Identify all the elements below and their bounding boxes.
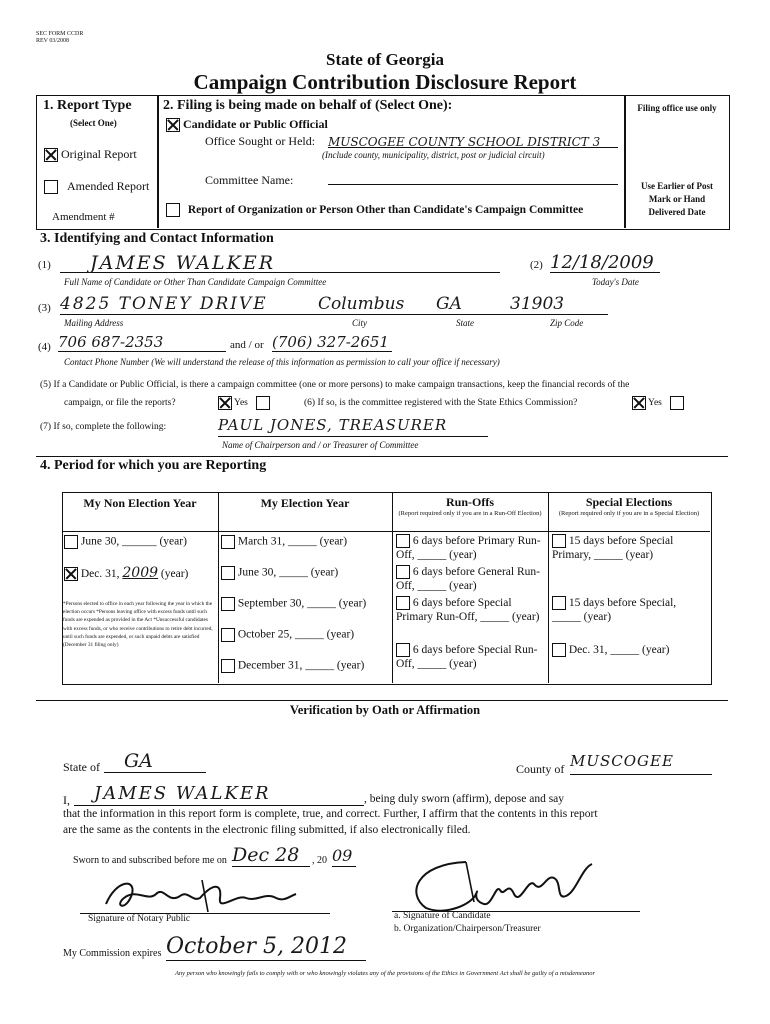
ro-4-label: 6 days before Special Run-Off, _____ (year) xyxy=(396,644,538,671)
signature-a-label: a. Signature of Candidate xyxy=(394,911,491,921)
zip-value: 31903 xyxy=(510,294,565,314)
state-title: State of Georgia xyxy=(325,50,445,69)
el-mar-label: March 31, _____ (year) xyxy=(237,535,348,548)
verification-text-1: that the information in this report form is complete, true, and correct. Further, I affirm that the contents in this report xyxy=(63,808,598,820)
election-header: My Election Year xyxy=(260,496,350,510)
candidate-option[interactable] xyxy=(166,117,328,132)
select-one: (Select One) xyxy=(70,118,117,128)
committee-label: Committee Name: xyxy=(205,173,294,187)
report-title: Campaign Contribution Disclosure Report xyxy=(193,70,577,94)
phone-1-value: 706 687-2353 xyxy=(58,333,164,351)
ro-3-checkbox[interactable] xyxy=(396,596,410,610)
candidate-label: Candidate or Public Official xyxy=(183,117,328,131)
chairperson-value: PAUL JONES, TREASURER xyxy=(218,416,448,434)
filing-office-label: Filing office use only xyxy=(637,103,717,113)
runoff-note: (Report required only if you are in a Run-Off Election) xyxy=(398,510,542,517)
col-divider xyxy=(548,492,549,683)
notary-label: Signature of Notary Public xyxy=(88,914,191,924)
original-report-option[interactable] xyxy=(44,147,137,162)
el-oct-option[interactable] xyxy=(221,628,354,642)
original-report-checkbox[interactable] xyxy=(44,148,58,162)
period-heading: 4. Period for which you are Reporting xyxy=(40,458,267,473)
todays-date-field[interactable] xyxy=(550,252,660,273)
oath-county-field[interactable] xyxy=(570,752,712,775)
city-label: City xyxy=(352,318,367,328)
sp-1-option[interactable] xyxy=(552,534,702,562)
sp-3-option[interactable] xyxy=(552,643,702,657)
candidate-name-value: JAMES WALKER xyxy=(90,252,276,274)
item-3-number: (3) xyxy=(38,302,51,314)
report-type-heading: 1. Report Type xyxy=(43,98,132,113)
non-dec-suffix: (year) xyxy=(160,568,189,580)
ro-1-label: 6 days before Primary Run-Off, _____ (year) xyxy=(396,535,541,562)
special-header: Special Elections xyxy=(585,495,673,509)
subscribed-date-value: Dec 28 xyxy=(232,844,300,866)
phone-1-field[interactable] xyxy=(58,333,226,352)
verification-text-2: are the same as the contents in the electronic filing submitted, if also electronically filed. xyxy=(63,824,471,836)
q5-yes-checkbox[interactable] xyxy=(218,396,232,410)
subscribed-label: Sworn to and subscribed before me on xyxy=(73,855,227,866)
q6-yes-label: Yes xyxy=(648,398,662,409)
ro-3-label: 6 days before Special Primary Run-Off, _____ (year) xyxy=(396,597,540,624)
el-sep-checkbox[interactable] xyxy=(221,597,235,611)
non-dec-option[interactable] xyxy=(64,565,188,581)
identifying-heading: 3. Identifying and Contact Information xyxy=(40,231,274,246)
other-option[interactable] xyxy=(166,203,583,217)
amended-report-label: Amended Report xyxy=(67,179,150,193)
non-election-header: My Non Election Year xyxy=(83,496,197,510)
divider xyxy=(157,95,159,228)
el-oct-label: October 25, _____ (year) xyxy=(237,628,355,641)
chairperson-field[interactable] xyxy=(218,416,488,437)
ro-1-option[interactable] xyxy=(396,534,546,562)
q5-no-checkbox[interactable] xyxy=(256,396,270,410)
office-label: Office Sought or Held: xyxy=(205,134,316,148)
phone-label: Contact Phone Number (We will understand the release of this information as permission to call your office if necessary) xyxy=(64,357,500,367)
q6-no-checkbox[interactable] xyxy=(670,396,684,410)
committee-name-field[interactable] xyxy=(328,172,618,185)
ro-2-checkbox[interactable] xyxy=(396,565,410,579)
office-hint: (Include county, municipality, district, post or judicial circuit) xyxy=(322,150,545,160)
el-oct-checkbox[interactable] xyxy=(221,628,235,642)
phone-2-field[interactable] xyxy=(272,333,392,352)
ro-3-option[interactable] xyxy=(396,596,546,624)
item-1-number: (1) xyxy=(38,259,51,271)
office-value: MUSCOGEE COUNTY SCHOOL DISTRICT 3 xyxy=(328,135,601,149)
q6-yes-checkbox[interactable] xyxy=(632,396,646,410)
q5-yes-option[interactable] xyxy=(218,396,270,410)
verification-heading: Verification by Oath or Affirmation xyxy=(289,703,481,717)
county-of-label: County of xyxy=(516,762,565,776)
chairperson-label: Name of Chairperson and / or Treasurer of Committee xyxy=(222,440,419,450)
non-june-label: June 30, ______ (year) xyxy=(80,535,187,548)
sp-3-checkbox[interactable] xyxy=(552,643,566,657)
ro-4-option[interactable] xyxy=(396,643,546,671)
non-dec-checkbox[interactable] xyxy=(64,567,78,581)
form-id-line1: SEC FORM CCDR xyxy=(36,31,84,37)
footer-warning: Any person who knowingly fails to comply with or who knowingly violates any of the provisions of the Ethics in Government Act shall be guilty of a misdemeanor xyxy=(174,970,596,977)
candidate-name-field[interactable] xyxy=(60,252,500,273)
sworn-text: , being duly sworn (affirm), depose and say xyxy=(364,793,565,805)
oath-state-field[interactable] xyxy=(104,750,206,773)
el-jun-checkbox[interactable] xyxy=(221,566,235,580)
filing-heading: 2. Filing is being made on behalf of (Select One): xyxy=(163,98,453,113)
use-earlier-label: Use Earlier of Post Mark or Hand Delivered Date xyxy=(640,181,714,217)
todays-date-value: 12/18/2009 xyxy=(550,252,654,273)
el-mar-option[interactable] xyxy=(221,535,347,549)
subscribed-year-field[interactable] xyxy=(332,846,356,867)
col-divider xyxy=(218,492,219,683)
non-dec-prefix: Dec. 31, xyxy=(80,568,120,580)
sp-2-option[interactable] xyxy=(552,596,702,624)
subscribed-date-field[interactable] xyxy=(232,844,310,867)
sp-3-label: Dec. 31, _____ (year) xyxy=(568,644,670,656)
city-value: Columbus xyxy=(318,294,405,314)
address-field[interactable] xyxy=(60,294,608,315)
section-4-rule xyxy=(36,456,728,457)
oath-name-field[interactable] xyxy=(74,783,364,806)
non-june-checkbox[interactable] xyxy=(64,535,78,549)
sp-2-checkbox[interactable] xyxy=(552,596,566,610)
mailing-address-label: Mailing Address xyxy=(64,318,124,328)
oath-state-value: GA xyxy=(124,750,153,772)
sp-1-label: 15 days before Special Primary, _____ (year) xyxy=(552,535,674,562)
form-id xyxy=(36,31,83,45)
el-sep-option[interactable] xyxy=(221,597,366,611)
el-dec-label: December 31, _____ (year) xyxy=(237,659,365,672)
col-divider xyxy=(392,492,393,683)
amendment-number-label: Amendment # xyxy=(52,211,115,223)
i-label: I, xyxy=(63,793,70,807)
todays-date-label: Today's Date xyxy=(592,277,639,287)
el-sep-label: September 30, _____ (year) xyxy=(237,597,367,610)
signature-b-label: b. Organization/Chairperson/Treasurer xyxy=(394,924,541,934)
period-table-header-rule xyxy=(62,531,710,532)
el-mar-checkbox[interactable] xyxy=(221,535,235,549)
oath-name-value: JAMES WALKER xyxy=(94,783,271,804)
candidate-signature xyxy=(396,854,606,916)
ro-2-label: 6 days before General Run-Off, _____ (year) xyxy=(396,566,540,593)
verification-frame xyxy=(36,700,728,987)
state-value: GA xyxy=(436,294,462,314)
ro-4-checkbox[interactable] xyxy=(396,643,410,657)
phone-2-value: (706) 327-2651 xyxy=(272,333,389,351)
el-dec-option[interactable] xyxy=(221,659,364,673)
non-dec-year: 2009 xyxy=(122,565,159,581)
question-7: (7) If so, complete the following: xyxy=(40,422,167,432)
sp-1-checkbox[interactable] xyxy=(552,534,566,548)
subscribed-year-value: 09 xyxy=(332,846,353,865)
question-5: (5) If a Candidate or Public Official, is there a campaign committee (one or more persons) to make campaign transactions, keep the financial records of the xyxy=(40,380,630,390)
amended-report-option[interactable] xyxy=(44,179,149,194)
el-dec-checkbox[interactable] xyxy=(221,659,235,673)
divider xyxy=(624,95,626,228)
commission-field[interactable] xyxy=(166,934,366,961)
q6-yes-option[interactable] xyxy=(632,396,684,410)
state-label: State xyxy=(456,318,474,328)
original-report-label: Original Report xyxy=(61,147,137,161)
special-note: (Report required only if you are in a Special Election) xyxy=(558,510,700,517)
item-4-number: (4) xyxy=(38,341,51,353)
q5-yes-label: Yes xyxy=(234,398,248,409)
el-jun-option[interactable] xyxy=(221,566,338,580)
office-field[interactable] xyxy=(328,133,618,148)
state-of-label: State of xyxy=(63,760,100,774)
sp-2-label: 15 days before Special, _____ (year) xyxy=(552,597,677,624)
oath-county-value: MUSCOGEE xyxy=(570,752,674,770)
and-or-label: and / or xyxy=(230,339,264,351)
address-value: 4825 TONEY DRIVE xyxy=(60,294,268,314)
candidate-checkbox[interactable] xyxy=(166,118,180,132)
non-election-note: *Persons elected to office in each year following the year in which the election occurs *Persons leaving office with excess funds until such funds are expended as provided in the Act *Unsuccessful candidates with excess funds, or who receive contributions to retire debt incurred, until such funds are expended, or such unpaid debts are satisfied (December 31 filing only) xyxy=(63,601,213,649)
zip-label: Zip Code xyxy=(550,318,584,328)
commission-label: My Commission expires xyxy=(63,948,162,959)
form-id-line2: REV 03/2008 xyxy=(36,38,70,44)
question-6: (6) If so, is the committee registered with the State Ethics Commission? xyxy=(304,398,578,408)
other-label: Report of Organization or Person Other than Candidate's Campaign Committee xyxy=(187,203,584,216)
el-jun-label: June 30, _____ (year) xyxy=(237,566,339,579)
ro-2-option[interactable] xyxy=(396,565,546,593)
other-checkbox[interactable] xyxy=(166,203,180,217)
item-2-number: (2) xyxy=(530,259,543,271)
question-5b: campaign, or file the reports? xyxy=(64,398,176,408)
candidate-name-label: Full Name of Candidate or Other Than Candidate Campaign Committee xyxy=(64,277,327,287)
non-june-option[interactable] xyxy=(64,535,187,549)
runoff-header: Run-Offs xyxy=(445,495,494,509)
year-prefix: , 20 xyxy=(312,855,327,866)
commission-value: October 5, 2012 xyxy=(166,934,348,959)
amended-report-checkbox[interactable] xyxy=(44,180,58,194)
ro-1-checkbox[interactable] xyxy=(396,534,410,548)
